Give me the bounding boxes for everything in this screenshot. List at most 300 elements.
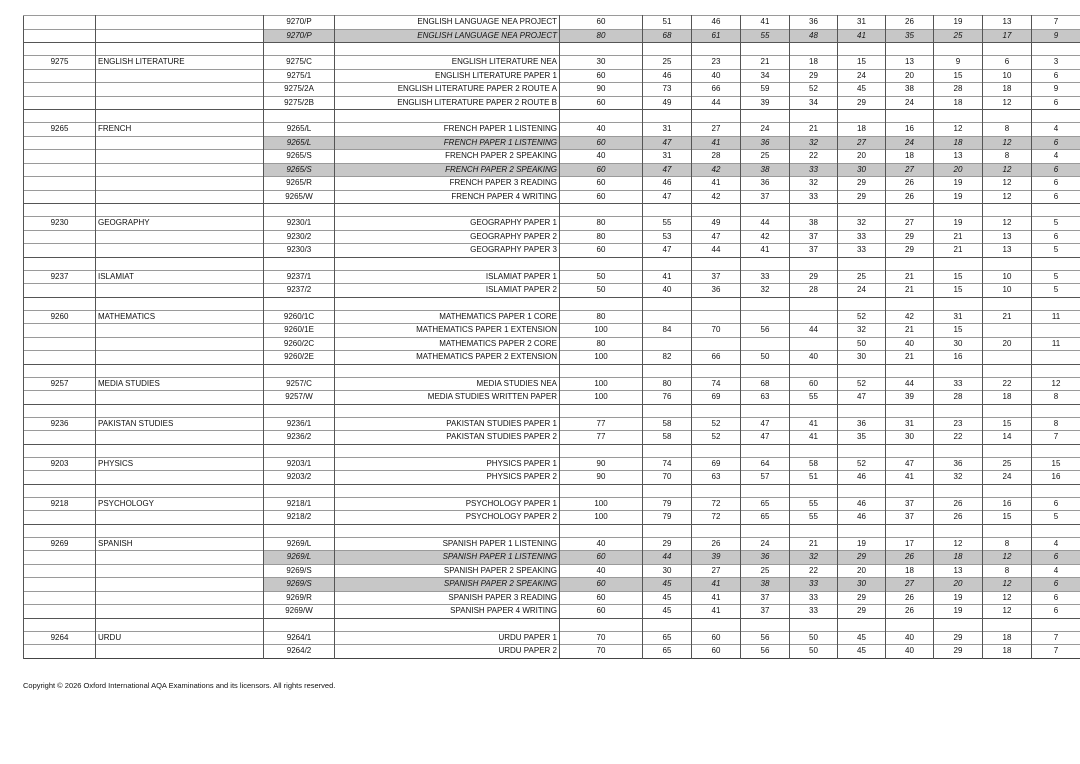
component-title-cell: ISLAMIAT PAPER 1 — [335, 270, 560, 284]
grade-boundary-cell: 20 — [838, 150, 886, 164]
empty-cell — [643, 43, 692, 56]
max-mark-cell: 90 — [560, 457, 643, 471]
max-mark-cell: 80 — [560, 29, 643, 43]
empty-cell — [560, 524, 643, 537]
spacer-row — [24, 444, 1080, 457]
grade-boundary-cell: 37 — [741, 190, 790, 204]
component-code-cell: 9260/1E — [264, 324, 335, 338]
component-title-cell: SPANISH PAPER 4 WRITING — [335, 605, 560, 619]
component-code-cell: 9275/2A — [264, 83, 335, 97]
component-title-cell: SPANISH PAPER 2 SPEAKING — [335, 578, 560, 592]
table-row — [24, 337, 1080, 351]
grade-boundary-cell: 31 — [643, 123, 692, 137]
empty-cell — [560, 110, 643, 123]
empty-cell — [983, 204, 1032, 217]
empty-cell — [934, 43, 983, 56]
component-title-cell: PAKISTAN STUDIES PAPER 2 — [335, 431, 560, 445]
grade-boundary-cell: 61 — [692, 29, 741, 43]
grade-boundary-cell: 42 — [692, 190, 741, 204]
empty-cell — [1032, 43, 1080, 56]
subject-number-cell — [24, 83, 96, 97]
component-title-cell: GEOGRAPHY PAPER 2 — [335, 230, 560, 244]
subject-number-cell — [24, 471, 96, 485]
component-code-cell: 9270/P — [264, 16, 335, 30]
spacer-row — [24, 524, 1080, 537]
max-mark-cell: 90 — [560, 471, 643, 485]
grade-boundary-cell: 6 — [1032, 578, 1080, 592]
grade-boundary-cell: 12 — [983, 96, 1032, 110]
component-title-cell: SPANISH PAPER 3 READING — [335, 591, 560, 605]
grade-boundary-cell: 28 — [934, 391, 983, 405]
grade-boundary-cell: 4 — [1032, 150, 1080, 164]
subject-number-cell: 9265 — [24, 123, 96, 137]
grade-boundary-cell: 13 — [934, 564, 983, 578]
empty-cell — [1032, 484, 1080, 497]
component-code-cell: 9265/W — [264, 190, 335, 204]
grade-boundary-cell: 13 — [886, 56, 934, 70]
empty-cell — [560, 404, 643, 417]
empty-cell — [560, 484, 643, 497]
grade-boundary-cell: 29 — [838, 177, 886, 191]
table-row-shaded — [24, 136, 1080, 150]
grade-boundary-cell: 30 — [934, 337, 983, 351]
grade-boundary-cell: 41 — [692, 177, 741, 191]
grade-boundary-cell: 9 — [1032, 83, 1080, 97]
subject-name-cell — [96, 190, 264, 204]
empty-cell — [264, 618, 335, 631]
subject-name-cell: SPANISH — [96, 537, 264, 551]
empty-cell — [790, 524, 838, 537]
grade-boundary-cell: 6 — [1032, 96, 1080, 110]
table-row-shaded — [24, 578, 1080, 592]
grade-boundary-cell: 33 — [838, 244, 886, 258]
grade-boundary-cell: 26 — [886, 591, 934, 605]
grade-boundary-cell: 13 — [983, 244, 1032, 258]
grade-boundary-cell: 26 — [886, 16, 934, 30]
max-mark-cell: 80 — [560, 230, 643, 244]
table-row — [24, 564, 1080, 578]
grade-boundary-cell: 11 — [1032, 310, 1080, 324]
empty-cell — [934, 404, 983, 417]
component-code-cell: 9230/1 — [264, 217, 335, 231]
subject-name-cell — [96, 69, 264, 83]
grade-boundary-cell: 12 — [983, 605, 1032, 619]
subject-number-cell — [24, 578, 96, 592]
table-row-shaded — [24, 29, 1080, 43]
grade-boundary-cell: 5 — [1032, 244, 1080, 258]
grade-boundary-cell: 19 — [934, 177, 983, 191]
component-code-cell: 9275/2B — [264, 96, 335, 110]
max-mark-cell: 60 — [560, 16, 643, 30]
grade-boundary-cell: 46 — [838, 511, 886, 525]
empty-cell — [741, 257, 790, 270]
grade-boundary-cell: 41 — [790, 431, 838, 445]
spacer-row — [24, 297, 1080, 310]
empty-cell — [96, 618, 264, 631]
grade-boundary-cell: 32 — [790, 136, 838, 150]
grade-boundary-cell: 47 — [643, 163, 692, 177]
subject-number-cell — [24, 324, 96, 338]
grade-boundary-cell: 44 — [692, 96, 741, 110]
grade-boundary-cell: 17 — [983, 29, 1032, 43]
empty-cell — [692, 618, 741, 631]
component-code-cell: 9218/2 — [264, 511, 335, 525]
grade-boundary-cell: 36 — [741, 177, 790, 191]
component-title-cell: URDU PAPER 1 — [335, 631, 560, 645]
grade-boundary-cell: 40 — [886, 645, 934, 659]
empty-cell — [96, 444, 264, 457]
component-code-cell: 9260/2E — [264, 351, 335, 365]
component-code-cell: 9236/1 — [264, 417, 335, 431]
table-row — [24, 217, 1080, 231]
empty-cell — [983, 257, 1032, 270]
subject-number-cell: 9230 — [24, 217, 96, 231]
component-code-cell: 9269/L — [264, 551, 335, 565]
subject-name-cell — [96, 591, 264, 605]
component-code-cell: 9264/2 — [264, 645, 335, 659]
grade-boundary-cell: 18 — [983, 391, 1032, 405]
grade-boundary-cell: 49 — [692, 217, 741, 231]
grade-boundary-cell: 20 — [983, 337, 1032, 351]
grade-boundary-cell: 46 — [838, 471, 886, 485]
grade-boundary-cell: 10 — [983, 284, 1032, 298]
grade-boundary-cell — [983, 324, 1032, 338]
empty-cell — [96, 204, 264, 217]
subject-number-cell — [24, 591, 96, 605]
table-row — [24, 230, 1080, 244]
subject-number-cell — [24, 136, 96, 150]
subject-name-cell — [96, 230, 264, 244]
grade-boundary-cell: 47 — [643, 190, 692, 204]
empty-cell — [560, 297, 643, 310]
grade-boundary-cell: 45 — [643, 605, 692, 619]
grade-boundary-cell: 8 — [1032, 417, 1080, 431]
grade-boundary-cell: 3 — [1032, 56, 1080, 70]
subject-number-cell: 9264 — [24, 631, 96, 645]
empty-cell — [643, 524, 692, 537]
max-mark-cell: 100 — [560, 351, 643, 365]
subject-number-cell — [24, 29, 96, 43]
grade-boundary-cell: 38 — [741, 578, 790, 592]
empty-cell — [692, 524, 741, 537]
empty-cell — [1032, 257, 1080, 270]
grade-boundary-cell — [741, 310, 790, 324]
grade-boundary-cell — [1032, 351, 1080, 365]
subject-number-cell — [24, 351, 96, 365]
empty-cell — [790, 618, 838, 631]
grade-boundary-cell: 58 — [643, 417, 692, 431]
grade-boundary-cell: 29 — [934, 645, 983, 659]
empty-cell — [741, 484, 790, 497]
empty-cell — [264, 484, 335, 497]
grade-boundary-cell: 25 — [934, 29, 983, 43]
grade-boundary-cell: 5 — [1032, 270, 1080, 284]
empty-cell — [560, 257, 643, 270]
grade-boundary-cell: 52 — [838, 310, 886, 324]
table-row — [24, 150, 1080, 164]
grade-boundary-cell: 6 — [1032, 190, 1080, 204]
subject-name-cell: ISLAMIAT — [96, 270, 264, 284]
table-row — [24, 457, 1080, 471]
grade-boundary-cell: 6 — [1032, 551, 1080, 565]
subject-name-cell — [96, 431, 264, 445]
grade-boundary-cell: 6 — [1032, 605, 1080, 619]
subject-name-cell — [96, 150, 264, 164]
subject-number-cell — [24, 190, 96, 204]
grade-boundary-cell: 66 — [692, 351, 741, 365]
max-mark-cell: 50 — [560, 284, 643, 298]
subject-number-cell: 9218 — [24, 497, 96, 511]
component-title-cell: ENGLISH LANGUAGE NEA PROJECT — [335, 29, 560, 43]
grade-boundary-cell: 15 — [934, 284, 983, 298]
empty-cell — [643, 444, 692, 457]
component-title-cell: MEDIA STUDIES WRITTEN PAPER — [335, 391, 560, 405]
grade-boundary-cell: 34 — [741, 69, 790, 83]
empty-cell — [264, 257, 335, 270]
empty-cell — [838, 484, 886, 497]
max-mark-cell: 50 — [560, 270, 643, 284]
component-title-cell: FRENCH PAPER 3 READING — [335, 177, 560, 191]
subject-number-cell: 9257 — [24, 377, 96, 391]
grade-boundary-cell: 44 — [643, 551, 692, 565]
grade-boundary-cell: 33 — [838, 230, 886, 244]
empty-cell — [560, 204, 643, 217]
table-body — [24, 16, 1080, 659]
empty-cell — [838, 524, 886, 537]
empty-cell — [643, 484, 692, 497]
component-title-cell: GEOGRAPHY PAPER 3 — [335, 244, 560, 258]
empty-cell — [886, 524, 934, 537]
empty-cell — [24, 297, 96, 310]
empty-cell — [643, 257, 692, 270]
grade-boundary-cell: 79 — [643, 497, 692, 511]
max-mark-cell: 40 — [560, 150, 643, 164]
grade-boundary-cell: 56 — [741, 631, 790, 645]
grade-boundary-cell — [692, 310, 741, 324]
grade-boundary-cell: 9 — [934, 56, 983, 70]
grade-boundary-cell: 60 — [790, 377, 838, 391]
max-mark-cell: 30 — [560, 56, 643, 70]
empty-cell — [934, 618, 983, 631]
grade-boundary-cell: 25 — [643, 56, 692, 70]
empty-cell — [335, 618, 560, 631]
grade-boundary-cell: 34 — [790, 96, 838, 110]
grade-boundary-cell: 30 — [838, 163, 886, 177]
empty-cell — [24, 524, 96, 537]
empty-cell — [934, 364, 983, 377]
empty-cell — [1032, 204, 1080, 217]
subject-number-cell: 9236 — [24, 417, 96, 431]
grade-boundary-cell: 30 — [838, 351, 886, 365]
grade-boundary-cell: 10 — [983, 69, 1032, 83]
empty-cell — [1032, 297, 1080, 310]
subject-name-cell: PAKISTAN STUDIES — [96, 417, 264, 431]
spacer-row — [24, 618, 1080, 631]
empty-cell — [790, 110, 838, 123]
subject-number-cell — [24, 431, 96, 445]
subject-number-cell — [24, 96, 96, 110]
grade-boundary-cell: 21 — [886, 324, 934, 338]
empty-cell — [838, 444, 886, 457]
component-title-cell: ENGLISH LITERATURE PAPER 2 ROUTE B — [335, 96, 560, 110]
empty-cell — [692, 110, 741, 123]
grade-boundary-cell: 41 — [692, 136, 741, 150]
grade-boundary-cell: 46 — [643, 177, 692, 191]
empty-cell — [560, 444, 643, 457]
subject-name-cell: PSYCHOLOGY — [96, 497, 264, 511]
grade-boundary-cell — [790, 337, 838, 351]
subject-number-cell — [24, 564, 96, 578]
grade-boundary-cell: 39 — [692, 551, 741, 565]
grade-boundary-cell: 42 — [741, 230, 790, 244]
grade-boundary-cell: 41 — [838, 29, 886, 43]
empty-cell — [264, 110, 335, 123]
empty-cell — [983, 297, 1032, 310]
component-code-cell: 9230/2 — [264, 230, 335, 244]
grade-boundary-cell: 50 — [838, 337, 886, 351]
empty-cell — [886, 257, 934, 270]
grade-boundary-cell: 55 — [643, 217, 692, 231]
grade-boundary-cell: 33 — [934, 377, 983, 391]
table-row — [24, 645, 1080, 659]
max-mark-cell: 80 — [560, 337, 643, 351]
grade-boundary-cell: 12 — [983, 163, 1032, 177]
grade-boundary-cell: 18 — [983, 645, 1032, 659]
grade-boundary-cell: 47 — [741, 417, 790, 431]
grade-boundary-cell: 12 — [983, 578, 1032, 592]
empty-cell — [24, 404, 96, 417]
component-title-cell: ENGLISH LITERATURE NEA — [335, 56, 560, 70]
grade-boundary-cell: 18 — [838, 123, 886, 137]
grade-boundary-cell: 40 — [643, 284, 692, 298]
component-title-cell: FRENCH PAPER 1 LISTENING — [335, 136, 560, 150]
grade-boundary-cell: 28 — [790, 284, 838, 298]
grade-boundary-cell: 32 — [838, 324, 886, 338]
grade-boundary-cell: 22 — [790, 564, 838, 578]
max-mark-cell: 77 — [560, 431, 643, 445]
table-row — [24, 631, 1080, 645]
max-mark-cell: 60 — [560, 551, 643, 565]
grade-boundary-cell: 29 — [838, 591, 886, 605]
grade-boundary-cell: 30 — [643, 564, 692, 578]
grade-boundary-cell: 47 — [838, 391, 886, 405]
grade-boundary-cell: 12 — [983, 591, 1032, 605]
grade-boundary-cell: 25 — [838, 270, 886, 284]
empty-cell — [643, 618, 692, 631]
grade-boundary-cell: 41 — [692, 605, 741, 619]
empty-cell — [741, 43, 790, 56]
grade-boundary-cell: 12 — [983, 551, 1032, 565]
spacer-row — [24, 484, 1080, 497]
subject-name-cell: URDU — [96, 631, 264, 645]
grade-boundary-cell: 52 — [790, 83, 838, 97]
table-row — [24, 190, 1080, 204]
component-title-cell: FRENCH PAPER 4 WRITING — [335, 190, 560, 204]
grade-boundary-cell: 21 — [886, 351, 934, 365]
component-code-cell: 9269/S — [264, 578, 335, 592]
empty-cell — [335, 204, 560, 217]
grade-boundary-cell: 37 — [790, 244, 838, 258]
grade-boundary-cell: 82 — [643, 351, 692, 365]
empty-cell — [983, 484, 1032, 497]
empty-cell — [264, 404, 335, 417]
max-mark-cell: 60 — [560, 177, 643, 191]
subject-number-cell — [24, 244, 96, 258]
empty-cell — [934, 484, 983, 497]
grade-boundary-cell: 73 — [643, 83, 692, 97]
max-mark-cell: 100 — [560, 497, 643, 511]
grade-boundary-cell: 40 — [886, 631, 934, 645]
copyright-notice: Copyright © 2026 Oxford International AQA Examinations and its licensors. All rights reserved. — [23, 681, 336, 690]
grade-boundary-cell: 21 — [934, 230, 983, 244]
max-mark-cell: 60 — [560, 190, 643, 204]
grade-boundary-cell: 30 — [886, 431, 934, 445]
grade-boundary-cell: 19 — [838, 537, 886, 551]
max-mark-cell: 40 — [560, 537, 643, 551]
empty-cell — [790, 297, 838, 310]
table-row — [24, 69, 1080, 83]
empty-cell — [96, 364, 264, 377]
max-mark-cell: 60 — [560, 578, 643, 592]
grade-boundary-cell: 63 — [692, 471, 741, 485]
empty-cell — [741, 297, 790, 310]
grade-boundary-cell: 18 — [983, 631, 1032, 645]
grade-boundary-cell: 27 — [838, 136, 886, 150]
grade-boundary-cell: 45 — [643, 578, 692, 592]
grade-boundary-cell: 7 — [1032, 631, 1080, 645]
grade-boundary-cell: 45 — [838, 83, 886, 97]
max-mark-cell: 100 — [560, 511, 643, 525]
component-title-cell: SPANISH PAPER 1 LISTENING — [335, 537, 560, 551]
component-title-cell: ENGLISH LITERATURE PAPER 2 ROUTE A — [335, 83, 560, 97]
grade-boundary-cell: 6 — [983, 56, 1032, 70]
empty-cell — [264, 43, 335, 56]
grade-boundary-cell: 24 — [741, 123, 790, 137]
grade-boundary-cell: 30 — [838, 578, 886, 592]
table-row — [24, 417, 1080, 431]
grade-boundary-cell: 24 — [886, 136, 934, 150]
empty-cell — [886, 364, 934, 377]
grade-boundary-cell: 18 — [934, 96, 983, 110]
grade-boundary-cell: 25 — [741, 564, 790, 578]
empty-cell — [96, 297, 264, 310]
subject-name-cell — [96, 605, 264, 619]
grade-boundary-cell: 23 — [934, 417, 983, 431]
grade-boundary-cell: 19 — [934, 605, 983, 619]
grade-boundary-cell: 4 — [1032, 537, 1080, 551]
grade-boundary-cell: 24 — [741, 537, 790, 551]
grade-boundary-cell: 63 — [741, 391, 790, 405]
subject-name-cell — [96, 471, 264, 485]
grade-boundary-cell: 33 — [790, 591, 838, 605]
max-mark-cell: 70 — [560, 631, 643, 645]
table-row — [24, 284, 1080, 298]
grade-boundary-cell — [741, 337, 790, 351]
grade-boundary-cell — [790, 310, 838, 324]
subject-name-cell — [96, 29, 264, 43]
empty-cell — [983, 43, 1032, 56]
subject-name-cell — [96, 391, 264, 405]
grade-boundary-cell: 15 — [934, 69, 983, 83]
table-row — [24, 391, 1080, 405]
subject-name-cell — [96, 511, 264, 525]
grade-boundary-cell: 32 — [741, 284, 790, 298]
empty-cell — [886, 404, 934, 417]
subject-name-cell — [96, 284, 264, 298]
grade-boundary-cell: 70 — [643, 471, 692, 485]
grade-boundary-cell: 69 — [692, 457, 741, 471]
empty-cell — [741, 618, 790, 631]
